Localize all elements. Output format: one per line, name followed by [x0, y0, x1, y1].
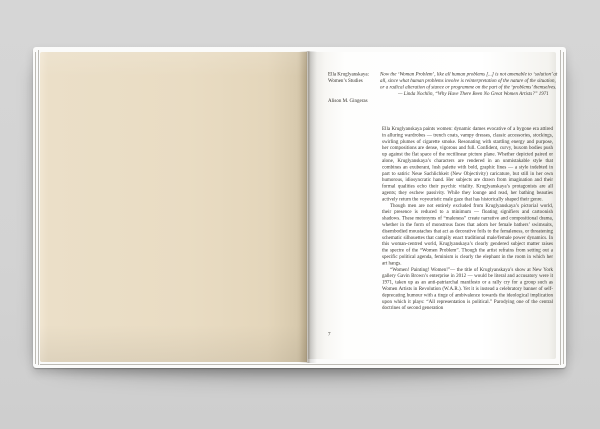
essay-body [382, 126, 553, 312]
book-spread [33, 47, 566, 368]
right-page-content [308, 52, 556, 359]
page-edge-line [35, 52, 36, 364]
page-number: 7 [328, 331, 331, 337]
essay-title-line1: Ella Kruglyanskaya: [328, 71, 369, 77]
essay-author: Alison M. Gingeras [328, 98, 368, 104]
epigraph [380, 71, 558, 97]
right-page [308, 52, 556, 359]
essay-paragraph-3: “Women! Painting! Women!”— the title of Kruglyanskaya’s show at New York gallery Gavin Brown’s enterprise in 2012 — would be literal and accusatory were it 1971, taken up as an anti-patriarchal manifesto or a rally cry for a group such as Women Artists in Revolution (W.A.R.). Yet it is instead a celebratory banner of self-deprecating humour with a tinge of ambivalence towards the ideological implication upon which it plays: “All representation is political.” Parodying one of the central doctrines of second generation [382, 266, 553, 311]
left-page-blank [40, 52, 307, 362]
page-edge-line [38, 50, 39, 365]
essay-paragraph-1: Ella Kruglyanskaya paints women: dynamic dames evocative of a bygone era attired in alluring wardrobes — trench coats, vampy dresses, classic accessories, stockings, swirling plumes of cigarette smoke. Resonating with startling energy and purpose, her compositions are dense, vigorous and full. Confident, curvy, buxom bodies push up against the flat space of the rectilinear picture plane. Whether depicted paired or alone, Kruglyanskaya’s characters are rendered in an unmistakable style that combines an exuberant, lush palette with bold, graphic lines — a style indebted in part to satiric Neue Sachlichkeit (New Objectivity) caricature, but still in her own humorous, idiosyncratic hand. Her subjects are drawn from imagination and their formal qualities echo their psychic vitality. Kruglyanskaya’s protagonists are all agents; they eschew passivity. While they lounge and read, her bathing beauties actively return the voyeuristic male gaze that has historically shaped their genre. [382, 126, 553, 202]
page-edge-line [40, 364, 559, 365]
page-edge-line [563, 52, 564, 364]
essay-title-line2: Women’s Studies [328, 78, 363, 84]
page-edge-line [560, 50, 561, 365]
epigraph-attribution: — Linda Nochlin, “Why Have There Been No Great Women Artists?” 1971 [398, 91, 549, 97]
epigraph-quote: Now the ‘Woman Problem’, like all human problems [...] is not amenable to ‘solution’ at all, since what human problems involve is reinterpretation of the nature of the situation, or a radical alteration of stance or programme on the part of the ‘problems’ themselves. [380, 71, 558, 90]
essay-paragraph-2: Though men are not entirely excluded from Kruglyanskaya’s pictorial world, their presence is reduced to a minimum — floating signifiers and cartoonish shadows. These metonyms of “maleness” create narrative and compositional drama, whether in the form of monstrous faces that adorn her female bathers’ swimsuits, disembodied moustaches that act as decorative foils to the femaleness, or threatening schematic silhouettes that campily enact traditional male/female power dynamics. In this woman-centred world, Kruglyanskaya’s clearly gendered subject matter raises the spectre of the “Women Problem”. Though the artist refrains from setting out a specific political agenda, feminism is clearly the elephant in the room in which her art hangs. [382, 202, 553, 266]
